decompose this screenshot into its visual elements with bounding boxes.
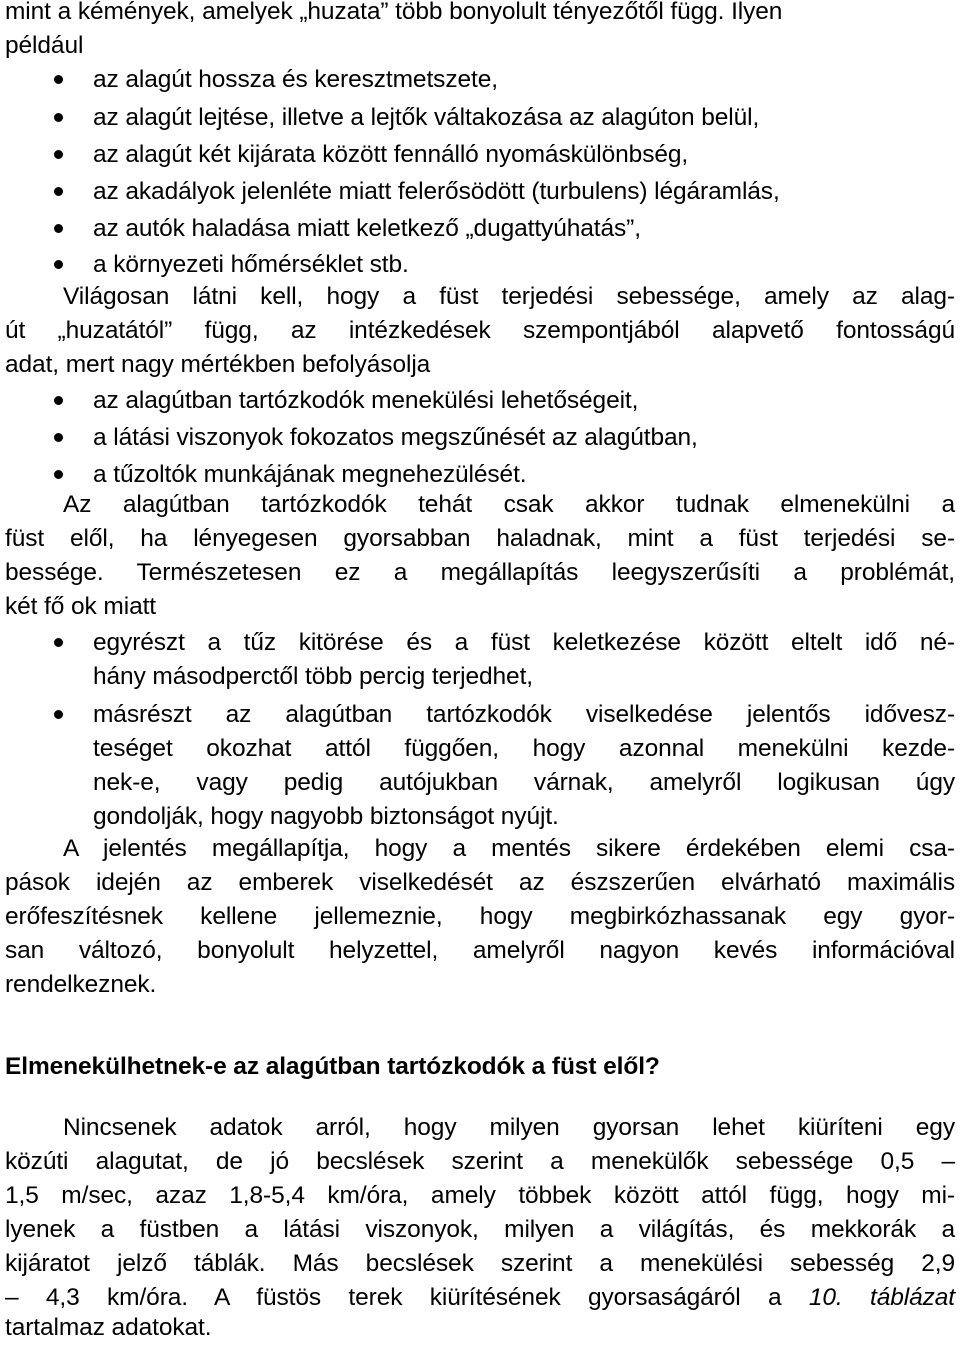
list-item: egyrészt a tűz kitörése és a füst keletkezése között eltelt idő né- [93,629,955,656]
paragraph-line: pások idején az emberek viselkedését az észszerűen elvárható maximális [5,869,955,896]
paragraph-line: tartalmaz adatokat. [5,1314,212,1341]
paragraph-line [5,1281,955,1315]
paragraph-line: két fő ok miatt [5,593,157,620]
paragraph-line: A jelentés megállapítja, hogy a mentés sikere érdekében elemi csa- [63,835,955,862]
paragraph-line: Nincsenek adatok arról, hogy milyen gyorsan lehet kiüríteni egy [63,1114,955,1141]
paragraph-line: rendelkeznek. [5,971,157,998]
bullet-icon [54,470,63,479]
list-item-continuation: teséget okozhat attól függően, hogy azonnal menekülni kezde- [93,735,955,762]
paragraph-text: – 4,3 km/óra. A füstös terek kiürítésének gyorsaságáról a [5,1284,782,1311]
bullet-icon [54,224,63,233]
paragraph-line: Az alagútban tartózkodók tehát csak akkor tudnak elmenekülni a [63,491,955,518]
bullet-icon [54,113,63,122]
list-item: az autók haladása miatt keletkező „dugattyúhatás”, [93,215,641,242]
table-reference: 10. táblázat [808,1284,955,1311]
bullet-icon [54,187,63,196]
paragraph-line: 1,5 m/sec, azaz 1,8-5,4 km/óra, amely többek között attól függ, hogy mi- [5,1182,955,1209]
paragraph-line: erőfeszítésnek kellene jellemeznie, hogy megbirkózhassanak egy gyor- [5,903,955,930]
list-item-continuation: hány másodperctől több percig terjedhet, [93,663,533,690]
list-item: a látási viszonyok fokozatos megszűnését az alagútban, [93,424,698,451]
section-heading: Elmenekülhetnek-e az alagútban tartózkodók a füst elől? [5,1053,660,1080]
paragraph-line: például [5,32,84,59]
list-item-continuation: gondolják, hogy nagyobb biztonságot nyújt. [93,803,559,830]
list-item-continuation: nek-e, vagy pedig autójukban várnak, amelyről logikusan úgy [93,769,955,796]
bullet-icon [54,396,63,405]
bullet-icon [54,75,63,84]
paragraph-line: út „huzatától” függ, az intézkedések szempontjából alapvető fontosságú [5,317,955,344]
list-item: a környezeti hőmérséklet stb. [93,251,409,278]
paragraph-line: kijáratot jelző táblák. Más becslések szerint a menekülési sebesség 2,9 [5,1250,955,1277]
list-item: az alagút két kijárata között fennálló nyomáskülönbség, [93,141,689,168]
bullet-icon [54,638,63,647]
list-item: az akadályok jelenléte miatt felerősödött (turbulens) légáramlás, [93,178,780,205]
list-item: másrészt az alagútban tartózkodók viselkedése jelentős idővesz- [93,701,955,728]
list-item: az alagút hossza és keresztmetszete, [93,66,498,93]
paragraph-line: san változó, bonyolult helyzettel, amelyről nagyon kevés információval [5,937,955,964]
paragraph-line: közúti alagutat, de jó becslések szerint a menekülők sebessége 0,5 – [5,1148,955,1175]
bullet-icon [54,433,63,442]
paragraph-line: adat, mert nagy mértékben befolyásolja [5,351,431,378]
paragraph-line: bessége. Természetesen ez a megállapítás leegyszerűsíti a problémát, [5,559,955,586]
paragraph-line: füst elől, ha lényegesen gyorsabban haladnak, mint a füst terjedési se- [5,525,955,552]
paragraph-line: lyenek a füstben a látási viszonyok, milyen a világítás, és mekkorák a [5,1216,955,1243]
bullet-icon [54,150,63,159]
bullet-icon [54,710,63,719]
paragraph-line: mint a kémények, amelyek „huzata” több bonyolult tényezőtől függ. Ilyen [5,0,783,25]
list-item: az alagútban tartózkodók menekülési lehetőségeit, [93,387,639,414]
list-item: a tűzoltók munkájának megnehezülését. [93,461,527,488]
bullet-icon [54,260,63,269]
list-item: az alagút lejtése, illetve a lejtők váltakozása az alagúton belül, [93,104,760,131]
paragraph-line: Világosan látni kell, hogy a füst terjedési sebessége, amely az alag- [63,283,955,310]
